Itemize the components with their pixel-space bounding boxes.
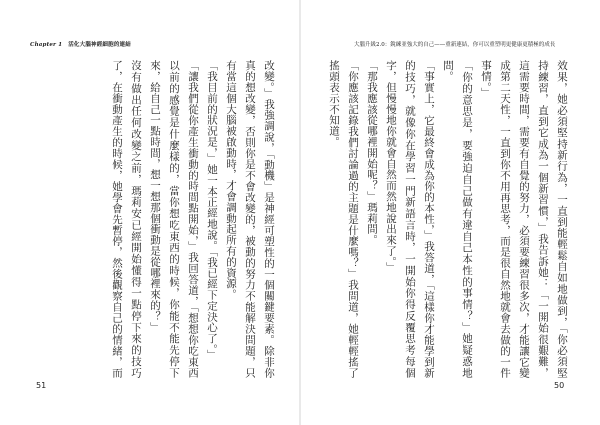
running-head-chapter bbox=[30, 40, 131, 48]
chapter-label: Chapter 1 bbox=[30, 42, 63, 48]
paragraph: 「讓我們從你產生衝動的時間點開始，」我回答道，「想想你吃東西以前的感覺是什麼樣的，當你想吃東西的時候，你能不能先停下來，給自己一點時間，想一想那個衝動是從哪裡來的？」 bbox=[149, 60, 199, 378]
paragraph: 「我目前的狀況是，」她一本正經地說。「我已經下定決心了。」 bbox=[206, 60, 218, 361]
running-head-book-title: 大腦升級2.0：銳練並強大的自己——重新連結，你可以重塑明更健康更積極的成長 bbox=[354, 42, 556, 48]
paragraph bbox=[321, 60, 324, 378]
page-number-right: 50 bbox=[554, 381, 565, 390]
paragraph: 效果，她必須堅持新行為，一直到能輕鬆自如地做到，「你必須堅持練習，直到它成為一個新習慣，」我告訴她：「一開始很艱難，這需要時間，需要有自覺的努力，必須要練習很多次，才能讓它變成第二天性，一直到你不用再思考，而是很自然地就會去做的一件事情。」 bbox=[480, 60, 568, 378]
right-page-body bbox=[321, 60, 571, 378]
paragraph: 「事實上，它最終會成為你的本性，」我答道，「這樣你才能學到新的技巧，就像你在學習一門新語言時，一開始你得反覆思考每個字，但慢慢地你就會自然而然地說出來了。」 bbox=[385, 60, 435, 378]
paragraph: 「你的意思是，要強迫自己做有違自己本性的事情？」她疑惑地問。 bbox=[442, 60, 473, 378]
paragraph: 「那我應該從哪裡開始呢？」瑪莉問。 bbox=[366, 60, 378, 246]
paragraph: 改變。」我強調說，「動機」是神經可塑性的一個關鍵要素。除非你真的想改變，否則你是不會改變的，被動的努力不能解決問題，只有當這個大腦被啟動時，才會調動起所有的資源。 bbox=[225, 60, 275, 378]
page-number-left: 51 bbox=[36, 381, 47, 390]
paragraph: 沒有做出任何改變之前，瑪莉安已經開始懂得一點停下來的技巧了，在衝動產生的時候，她學會先暫停，然後觀察自己的情緒，而 bbox=[111, 60, 142, 378]
chapter-title: 活化大腦神經細胞的連結 bbox=[68, 42, 131, 48]
left-page-body bbox=[104, 60, 278, 378]
paragraph: 「你應該記錄我們討論過的主題是什麼嗎？」我問道，她輕輕搖了搖頭表示不知道。 bbox=[328, 60, 359, 378]
